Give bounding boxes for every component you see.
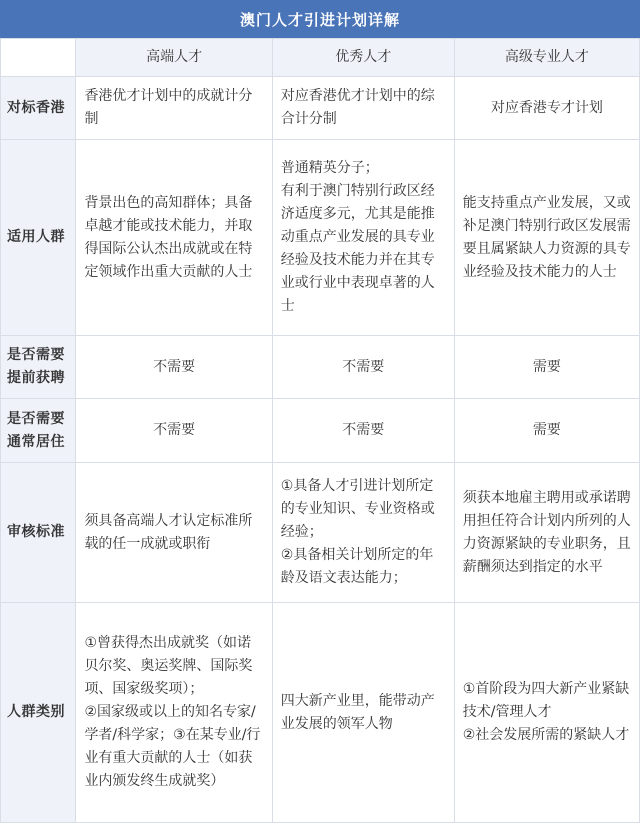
row-label-applicable-group: 适用人群 xyxy=(1,140,76,336)
table-cell: ①曾获得杰出成就奖（如诺贝尔奖、奥运奖牌、国际奖项、国家级奖项）； ②国家级或以上的知名专家/学者/科学家；③在某专业/行业有重大贡献的人士（如获业内颁发终生成就奖） xyxy=(76,603,272,823)
table-cell: 不需要 xyxy=(76,336,272,399)
table-row xyxy=(1,336,640,399)
column-header-senior-professional: 高级专业人才 xyxy=(454,39,639,77)
table-cell: 不需要 xyxy=(272,336,454,399)
table-row xyxy=(1,463,640,603)
table-cell: 香港优才计划中的成就计分制 xyxy=(76,77,272,140)
talent-comparison-table xyxy=(0,38,640,823)
table-row xyxy=(1,77,640,140)
column-header-high-end: 高端人才 xyxy=(76,39,272,77)
row-label-prior-employment: 是否需要提前获聘 xyxy=(1,336,76,399)
table-cell: 对应香港专才计划 xyxy=(454,77,639,140)
table-cell: ①首阶段为四大新产业紧缺技术/管理人才 ②社会发展所需的紧缺人才 xyxy=(454,603,639,823)
table-row xyxy=(1,603,640,823)
header-row xyxy=(1,39,640,77)
table-row xyxy=(1,399,640,463)
table-cell: 背景出色的高知群体；具备卓越才能或技术能力，并取得国际公认杰出成就或在特定领域作出重大贡献的人士 xyxy=(76,140,272,336)
table-cell: 不需要 xyxy=(76,399,272,463)
table-cell: 不需要 xyxy=(272,399,454,463)
table-cell: 须具备高端人才认定标准所载的任一成就或职衔 xyxy=(76,463,272,603)
row-label-review-criteria: 审核标准 xyxy=(1,463,76,603)
row-label-benchmark: 对标香港 xyxy=(1,77,76,140)
table-title: 澳门人才引进计划详解 xyxy=(0,0,640,38)
header-corner xyxy=(1,39,76,77)
table-row xyxy=(1,140,640,336)
table-cell: 对应香港优才计划中的综合计分制 xyxy=(272,77,454,140)
table-cell: 能支持重点产业发展，又或补足澳门特别行政区发展需要且属紧缺人力资源的具专业经验及技术能力的人士 xyxy=(454,140,639,336)
table-cell: 四大新产业里，能带动产业发展的领军人物 xyxy=(272,603,454,823)
table-cell: 普通精英分子； 有利于澳门特别行政区经济适度多元，尤其是能推动重点产业发展的具专业经验及技术能力并在其专业或行业中表现卓著的人士 xyxy=(272,140,454,336)
table-cell: ①具备人才引进计划所定的专业知识、专业资格或经验； ②具备相关计划所定的年龄及语文表达能力； xyxy=(272,463,454,603)
table-cell: 需要 xyxy=(454,399,639,463)
table-cell: 须获本地雇主聘用或承诺聘用担任符合计划内所列的人力资源紧缺的专业职务，且薪酬须达到指定的水平 xyxy=(454,463,639,603)
row-label-ordinary-residence: 是否需要通常居住 xyxy=(1,399,76,463)
table-cell: 需要 xyxy=(454,336,639,399)
row-label-category: 人群类别 xyxy=(1,603,76,823)
column-header-outstanding: 优秀人才 xyxy=(272,39,454,77)
